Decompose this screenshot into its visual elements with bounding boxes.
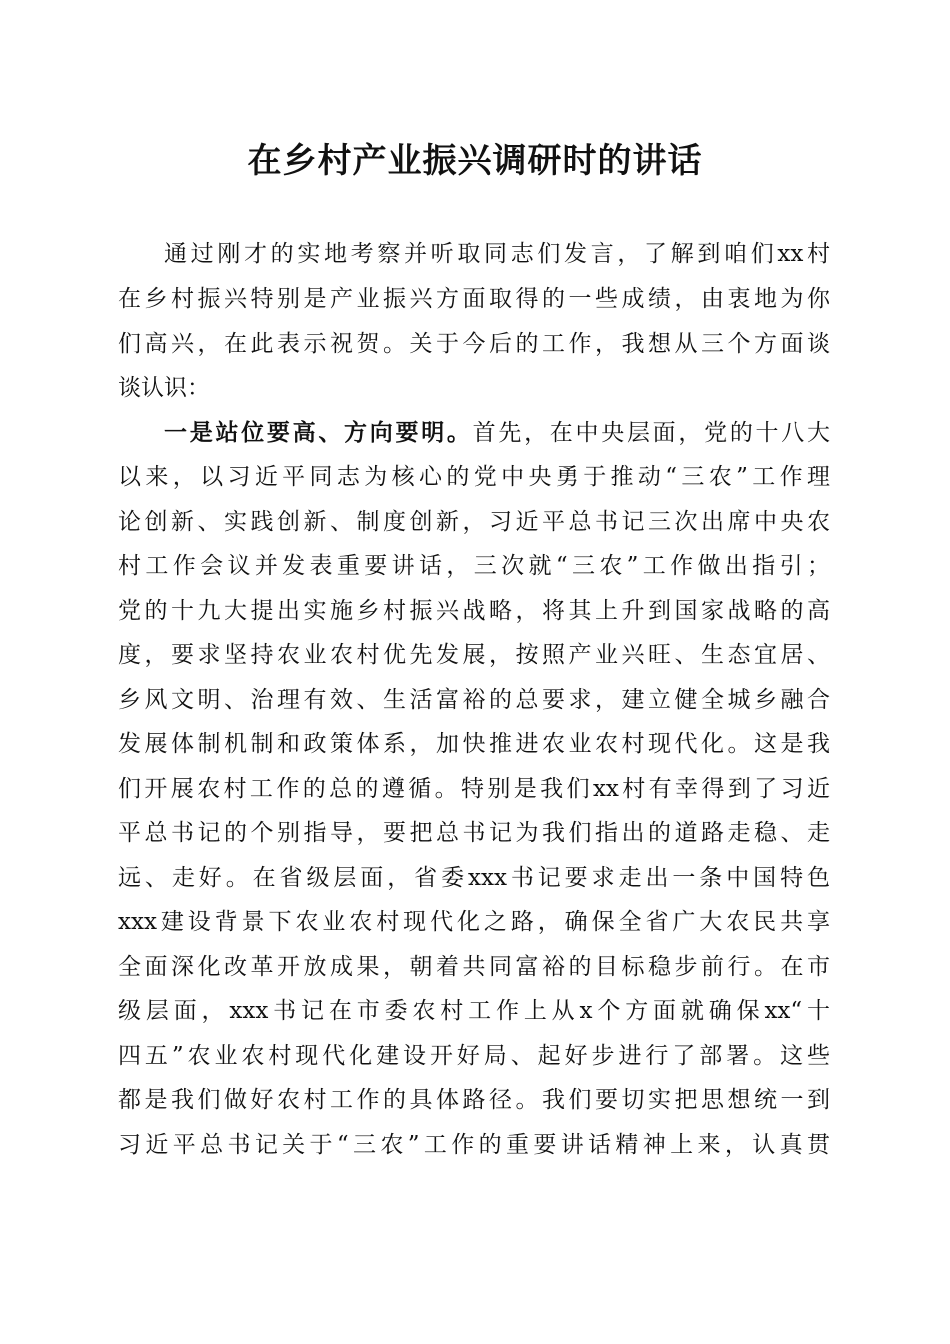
- paragraph-line: 级层面，xxx书记在市委农村工作上从x个方面就确保xx“十: [118, 998, 830, 1024]
- paragraph-line: 全面深化改革开放成果，朝着共同富裕的目标稳步前行。在市: [118, 954, 830, 980]
- section-text: 首先，在中央层面，党的十八大: [472, 420, 831, 446]
- paragraph-line: 们高兴，在此表示祝贺。关于今后的工作，我想从三个方面谈: [118, 331, 830, 357]
- paragraph-line: 以来，以习近平同志为核心的党中央勇于推动“三农”工作理: [118, 464, 830, 490]
- paragraph-line: [164, 413, 830, 453]
- document-title: 在乡村产业振兴调研时的讲话: [247, 141, 703, 181]
- paragraph-line: xxx建设背景下农业农村现代化之路，确保全省广大农民共享: [118, 909, 830, 935]
- paragraph-line: 谈认识：: [118, 375, 210, 401]
- paragraph-line: 们开展农村工作的总的遵循。特别是我们xx村有幸得到了习近: [118, 776, 830, 802]
- paragraph-line: 论创新、实践创新、制度创新，习近平总书记三次出席中央农: [118, 509, 830, 535]
- paragraph-line: 远、走好。在省级层面，省委xxx书记要求走出一条中国特色: [118, 865, 830, 891]
- paragraph-line: 平总书记的个别指导，要把总书记为我们指出的道路走稳、走: [118, 820, 830, 846]
- paragraph-line: 四五”农业农村现代化建设开好局、起好步进行了部署。这些: [118, 1043, 830, 1069]
- paragraph-line: 乡风文明、治理有效、生活富裕的总要求，建立健全城乡融合: [118, 687, 830, 713]
- section-lead: 一是站位要高、方向要明。: [164, 419, 473, 446]
- paragraph-line: 党的十九大提出实施乡村振兴战略，将其上升到国家战略的高: [118, 598, 830, 624]
- paragraph-line: 习近平总书记关于“三农”工作的重要讲话精神上来，认真贯: [118, 1132, 830, 1158]
- paragraph-line: 度，要求坚持农业农村优先发展，按照产业兴旺、生态宜居、: [118, 642, 830, 668]
- paragraph-line: 都是我们做好农村工作的具体路径。我们要切实把思想统一到: [118, 1087, 830, 1113]
- paragraph-line: 发展体制机制和政策体系，加快推进农业农村现代化。这是我: [118, 731, 830, 757]
- paragraph-line: 通过刚才的实地考察并听取同志们发言，了解到咱们xx村: [164, 241, 830, 267]
- paragraph-line: 村工作会议并发表重要讲话，三次就“三农”工作做出指引；: [118, 553, 830, 579]
- paragraph-line: 在乡村振兴特别是产业振兴方面取得的一些成绩，由衷地为你: [118, 286, 830, 312]
